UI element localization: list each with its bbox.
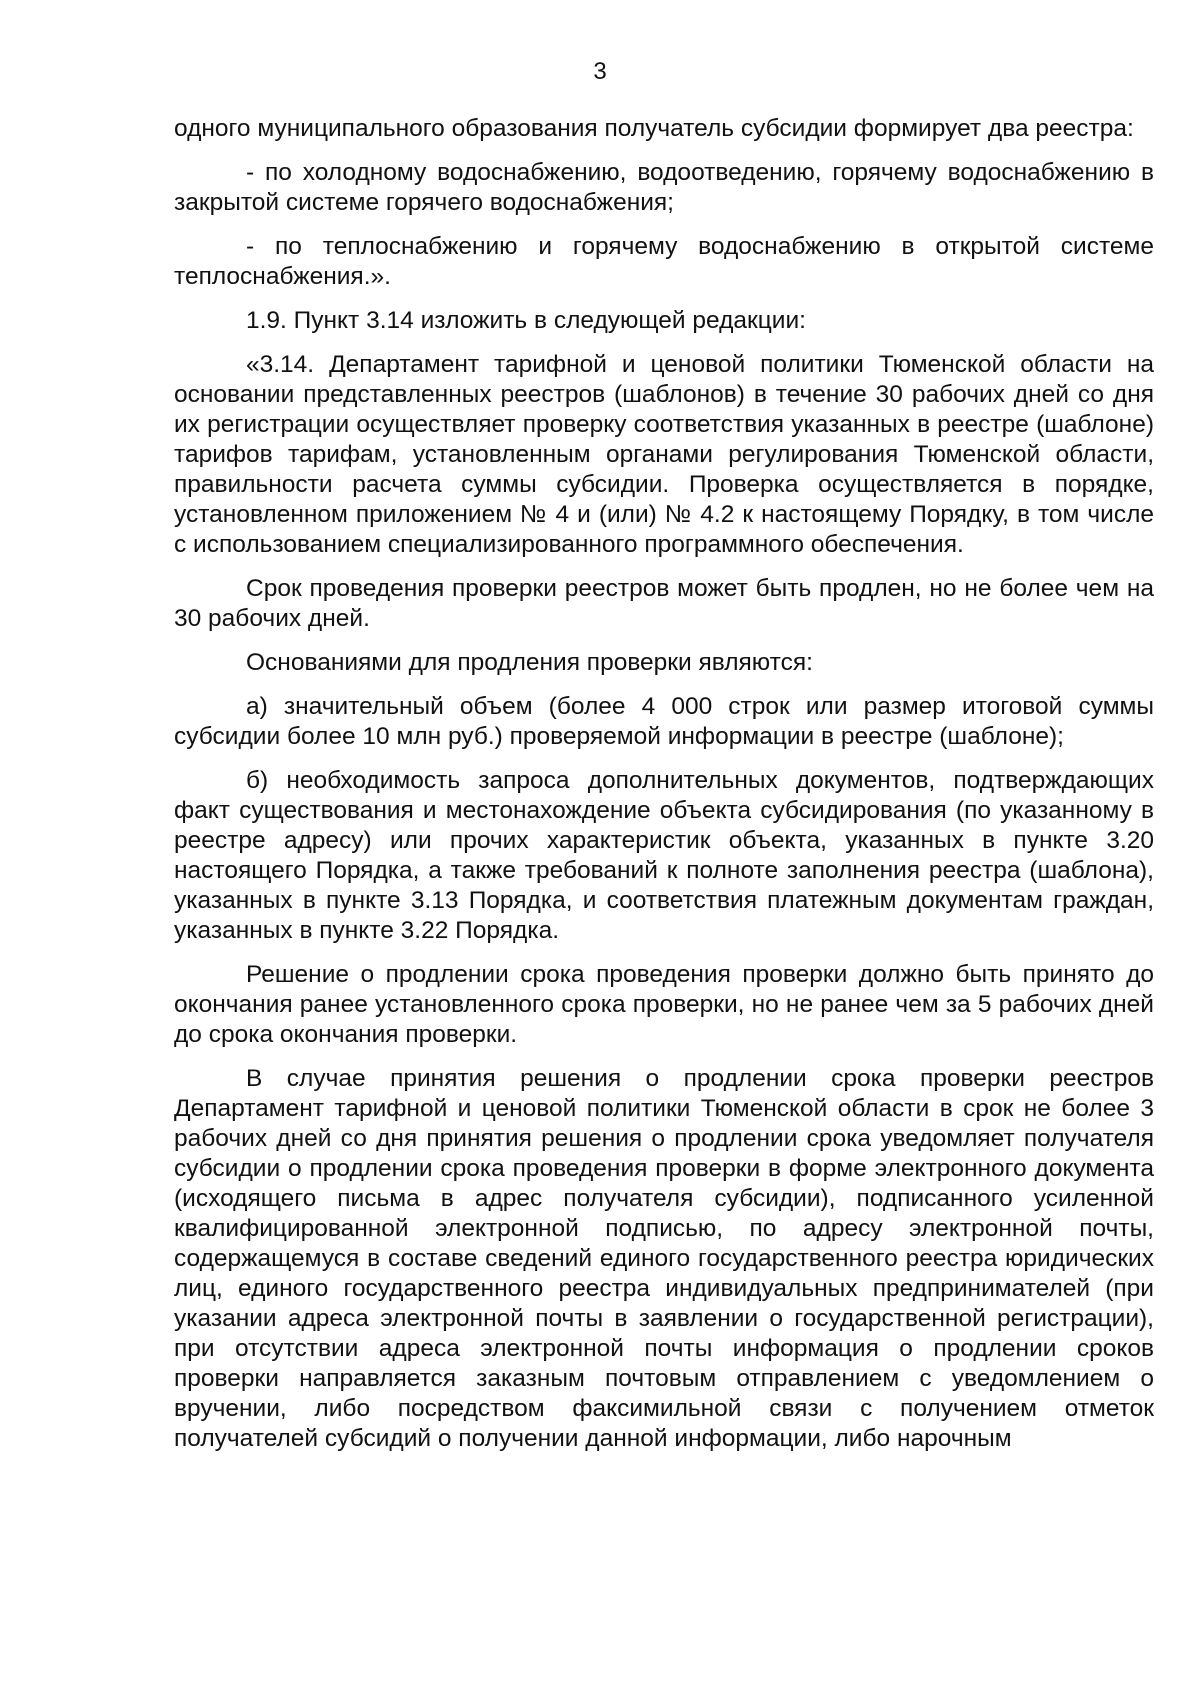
paragraph-list-item-heat: - по теплоснабжению и горячему водоснабжению в открытой системе теплоснабжения.». [174,233,1154,290]
paragraph-decision-deadline: Решение о продлении срока проведения проверки должно быть принято до окончания ранее установленного срока проверки, но не ранее чем за 5 рабочих дней до срока окончания проверки. [174,961,1154,1048]
paragraph-clause-1-9: 1.9. Пункт 3.14 изложить в следующей редакции: [246,307,806,334]
page-number: 3 [593,58,607,85]
document-body [174,114,1154,1468]
paragraph-reestr-intro: одного муниципального образования получатель субсидии формирует два реестра: [174,115,1134,142]
paragraph-clause-3-14: «3.14. Департамент тарифной и ценовой политики Тюменской области на основании представленных реестров (шаблонов) в течение 30 рабочих дней со дня их регистрации осуществляет проверку соответствия указанных в реестре (шаблоне) тарифов тарифам, установленным органами регулирования Тюменской области, правильности расчета суммы субсидии. Проверка осуществляется в порядке, установленном приложением № 4 и (или) № 4.2 к настоящему Порядку, в том числе с использованием специализированного программного обеспечения. [174,351,1154,558]
paragraph-list-item-water: - по холодному водоснабжению, водоотведению, горячему водоснабжению в закрытой системе горячего водоснабжения; [174,159,1154,216]
paragraph-ground-a: а) значительный объем (более 4 000 строк или размер итоговой суммы субсидии более 10 млн руб.) проверяемой информации в реестре (шаблоне); [174,693,1154,750]
paragraph-notification: В случае принятия решения о продлении срока проверки реестров Департамент тарифной и ценовой политики Тюменской области в срок не более 3 рабочих дней со дня принятия решения о продлении срока уведомляет получателя субсидии о продлении срока проведения проверки в форме электронного документа (исходящего письма в адрес получателя субсидии), подписанного усиленной квалифицированной электронной подписью, по адресу электронной почты, содержащемуся в составе сведений единого государственного реестра юридических лиц, единого государственного реестра индивидуальных предпринимателей (при указании адреса электронной почты в заявлении о государственной регистрации), при отсутствии адреса электронной почты информация о продлении сроков проверки направляется заказным почтовым отправлением с уведомлением о вручении, либо посредством факсимильной связи с получением отметок получателей субсидий о получении данной информации, либо нарочным [174,1065,1154,1452]
paragraph-ground-b: б) необходимость запроса дополнительных документов, подтверждающих факт существования и местонахождение объекта субсидирования (по указанному в реестре адресу) или прочих характеристик объекта, указанных в пункте 3.20 настоящего Порядка, а также требований к полноте заполнения реестра (шаблона), указанных в пункте 3.13 Порядка, и соответствия платежным документам граждан, указанных в пункте 3.22 Порядка. [174,767,1154,944]
paragraph-extension-grounds: Основаниями для продления проверки являются: [246,649,813,676]
paragraph-extension-term: Срок проведения проверки реестров может быть продлен, но не более чем на 30 рабочих дней. [174,575,1154,632]
